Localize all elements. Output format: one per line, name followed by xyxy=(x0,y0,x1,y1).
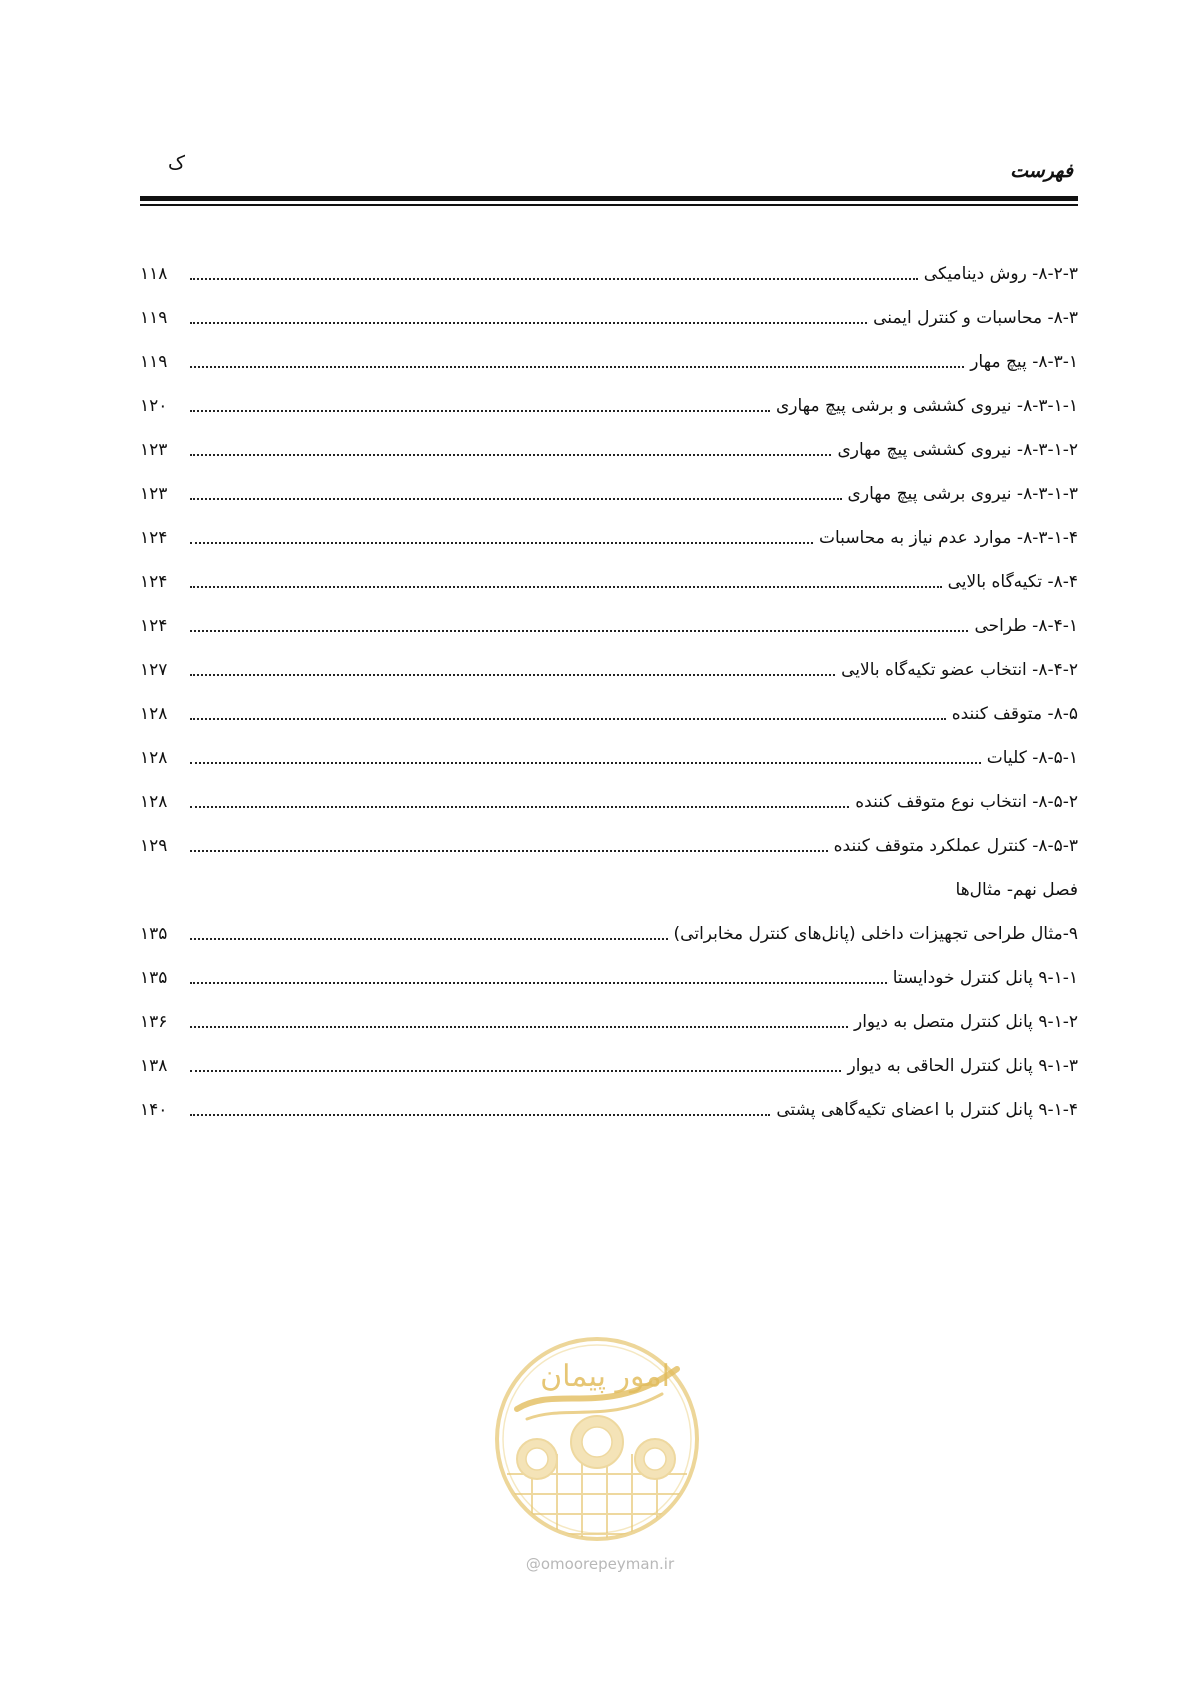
toc-entry-page: ۱۲۳ xyxy=(140,484,168,504)
toc-entry-page: ۱۳۵ xyxy=(140,924,168,944)
toc-entry[interactable] xyxy=(140,989,1078,1033)
toc-entry-label: ۸-۵-۲- انتخاب نوع متوقف کننده xyxy=(855,792,1078,812)
toc-leader-dots xyxy=(190,806,849,808)
toc-leader-dots xyxy=(190,850,828,852)
toc-entry-page: ۱۱۹ xyxy=(140,308,168,328)
toc-entry-label: ۹-مثال طراحی تجهیزات داخلی (پانل‌های کنترل مخابراتی) xyxy=(673,924,1078,944)
toc-leader-dots xyxy=(190,278,918,280)
toc-entry-label: ۸-۴-۲- انتخاب عضو تکیه‌گاه بالایی xyxy=(841,660,1078,680)
toc-entry-page: ۱۴۰ xyxy=(140,1100,168,1120)
page-title: فهرست xyxy=(1010,160,1073,182)
toc-leader-dots xyxy=(190,586,942,588)
toc-entry-page: ۱۳۵ xyxy=(140,968,168,988)
toc-leader-dots xyxy=(190,498,842,500)
watermark-logo xyxy=(487,1324,707,1554)
toc-leader-dots xyxy=(190,322,867,324)
toc-entry[interactable] xyxy=(140,461,1078,505)
toc-entry-page: ۱۲۳ xyxy=(140,440,168,460)
toc-entry-page: ۱۲۸ xyxy=(140,748,168,768)
toc-entry-label: ۸-۴-۱- طراحی xyxy=(974,616,1078,636)
toc-entry-label: ۸-۵-۱- کلیات xyxy=(986,748,1078,768)
toc-entry-label: ۸-۳-۱-۲- نیروی کششی پیچ مهاری xyxy=(837,440,1078,460)
toc-entry-label: ۹-۱-۱ پانل کنترل خودایستا xyxy=(892,968,1078,988)
toc-leader-dots xyxy=(190,718,946,720)
toc-entry-page: ۱۲۸ xyxy=(140,792,168,812)
toc-leader-dots xyxy=(190,1070,841,1072)
toc-entry-label: ۹-۱-۴ پانل کنترل با اعضای تکیه‌گاهی پشتی xyxy=(776,1100,1078,1120)
toc-leader-dots xyxy=(190,542,813,544)
toc-entry[interactable] xyxy=(140,593,1078,637)
toc-entry-label: ۸-۵- متوقف کننده xyxy=(951,704,1078,724)
toc-entry-label: ۹-۱-۲ پانل کنترل متصل به دیوار xyxy=(853,1012,1078,1032)
toc-entry-page: ۱۲۸ xyxy=(140,704,168,724)
toc-section-heading xyxy=(140,857,1078,901)
toc-entry[interactable] xyxy=(140,813,1078,857)
toc-entry[interactable] xyxy=(140,329,1078,373)
toc-entry-label: ۸-۳- محاسبات و کنترل ایمنی xyxy=(873,308,1078,328)
toc-entry-page: ۱۲۴ xyxy=(140,572,168,592)
toc-entry-page: ۱۲۷ xyxy=(140,660,168,680)
toc-leader-dots xyxy=(190,366,964,368)
toc-leader-dots xyxy=(190,1026,848,1028)
toc-entry-page: ۱۳۶ xyxy=(140,1012,168,1032)
toc-entry-label: ۸-۳-۱-۴- موارد عدم نیاز به محاسبات xyxy=(819,528,1078,548)
toc-entry-label: فصل نهم- مثال‌ها xyxy=(955,880,1078,900)
toc-entry[interactable] xyxy=(140,505,1078,549)
toc-entry-page: ۱۲۰ xyxy=(140,396,168,416)
toc-entry-label: ۸-۴- تکیه‌گاه بالایی xyxy=(947,572,1078,592)
toc-entry-page: ۱۱۹ xyxy=(140,352,168,372)
toc-leader-dots xyxy=(190,410,770,412)
header-rule-thin xyxy=(140,204,1078,206)
toc-entry[interactable] xyxy=(140,725,1078,769)
toc-entry-page: ۱۲۹ xyxy=(140,836,168,856)
toc-leader-dots xyxy=(190,454,831,456)
toc-entry[interactable] xyxy=(140,637,1078,681)
toc-entry-page: ۱۳۸ xyxy=(140,1056,168,1076)
toc-entry-label: ۸-۲-۳- روش دینامیکی xyxy=(923,264,1078,284)
toc-entry[interactable] xyxy=(140,901,1078,945)
toc-entry[interactable] xyxy=(140,945,1078,989)
toc-leader-dots xyxy=(190,982,887,984)
toc-entry[interactable] xyxy=(140,1077,1078,1121)
toc-entry-label: ۸-۳-۱-۱- نیروی کششی و برشی پیچ مهاری xyxy=(775,396,1078,416)
toc-entry-label: ۸-۵-۳- کنترل عملکرد متوقف کننده xyxy=(833,836,1078,856)
toc-entry[interactable] xyxy=(140,769,1078,813)
toc-entry[interactable] xyxy=(140,373,1078,417)
toc-entry-label: ۹-۱-۳ پانل کنترل الحاقی به دیوار xyxy=(847,1056,1078,1076)
page-number: ک xyxy=(168,152,186,174)
toc-entry-label: ۸-۳-۱-۳- نیروی برشی پیچ مهاری xyxy=(847,484,1078,504)
toc-leader-dots xyxy=(190,630,968,632)
toc-entry[interactable] xyxy=(140,417,1078,461)
toc-entry-page: ۱۲۴ xyxy=(140,616,168,636)
toc-entry[interactable] xyxy=(140,285,1078,329)
header-rule-thick xyxy=(140,196,1078,201)
table-of-contents xyxy=(140,241,1078,1121)
toc-entry-page: ۱۱۸ xyxy=(140,264,168,284)
toc-leader-dots xyxy=(190,938,668,940)
toc-entry-page: ۱۲۴ xyxy=(140,528,168,548)
toc-entry[interactable] xyxy=(140,549,1078,593)
toc-entry-label: ۸-۳-۱- پیچ مهار xyxy=(970,352,1078,372)
toc-entry[interactable] xyxy=(140,1033,1078,1077)
toc-leader-dots xyxy=(190,674,835,676)
toc-leader-dots xyxy=(190,762,981,764)
watermark-logo-text: امور پیمان xyxy=(540,1359,670,1394)
toc-entry[interactable] xyxy=(140,241,1078,285)
toc-entry[interactable] xyxy=(140,681,1078,725)
watermark-url: @omoorepeyman.ir xyxy=(525,1555,675,1573)
toc-leader-dots xyxy=(190,1114,770,1116)
